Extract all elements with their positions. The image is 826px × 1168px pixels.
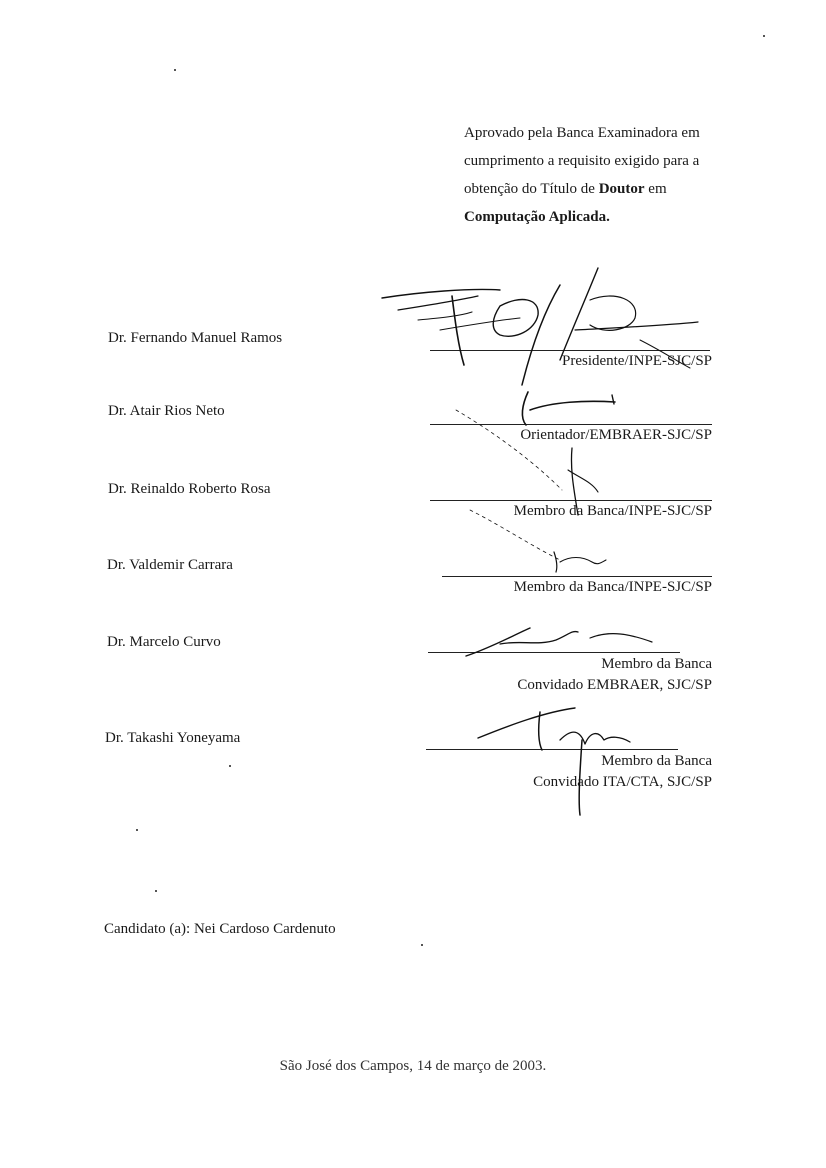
member-role-3-line-1: Membro da Banca/INPE-SJC/SP xyxy=(513,503,712,519)
member-role-2 xyxy=(520,425,712,446)
member-name-3: Dr. Reinaldo Roberto Rosa xyxy=(108,481,271,497)
signature-2 xyxy=(522,392,615,425)
scan-speck xyxy=(763,35,765,37)
member-role-4-line-1: Membro da Banca/INPE-SJC/SP xyxy=(513,579,712,595)
approval-line-2: cumprimento a requisito exigido para a xyxy=(464,153,700,169)
signature-line-5 xyxy=(428,652,680,653)
member-role-1-line-1: Presidente/INPE-SJC/SP xyxy=(561,353,712,369)
approval-line-3-suffix: em xyxy=(644,181,667,197)
approval-line-3 xyxy=(464,175,754,203)
member-role-5-line-2: Convidado EMBRAER, SJC/SP xyxy=(517,677,712,693)
member-role-2-line-1: Orientador/EMBRAER-SJC/SP xyxy=(520,427,712,443)
member-role-3 xyxy=(514,501,712,522)
member-name-1: Dr. Fernando Manuel Ramos xyxy=(108,330,283,346)
member-role-6-line-1: Membro da Banca xyxy=(601,753,712,769)
signature-4 xyxy=(554,552,606,572)
place-date: São José dos Campos, 14 de março de 2003. xyxy=(279,1058,547,1074)
member-role-6 xyxy=(533,751,712,793)
member-name-6: Dr. Takashi Yoneyama xyxy=(105,730,241,746)
degree-title: Doutor xyxy=(598,181,645,197)
scan-speck xyxy=(136,829,138,831)
member-role-4 xyxy=(514,577,712,598)
candidate-name: Candidato (a): Nei Cardoso Cardenuto xyxy=(104,921,336,937)
member-name-4: Dr. Valdemir Carrara xyxy=(107,557,233,573)
member-name-2: Dr. Atair Rios Neto xyxy=(108,403,225,419)
approval-line-3-prefix: obtenção do Título de xyxy=(464,181,599,197)
scan-speck xyxy=(421,944,423,946)
signature-line-6 xyxy=(426,749,678,750)
member-role-1 xyxy=(562,351,712,372)
member-role-5 xyxy=(517,654,712,696)
approval-line-1: Aprovado pela Banca Examinadora em xyxy=(464,125,700,141)
program-name: Computação Aplicada. xyxy=(464,209,610,225)
member-name-5: Dr. Marcelo Curvo xyxy=(107,634,221,650)
member-role-6-line-2: Convidado ITA/CTA, SJC/SP xyxy=(533,774,712,790)
approval-line-4 xyxy=(464,203,754,231)
approval-statement xyxy=(464,119,754,231)
scan-speck xyxy=(155,890,157,892)
scan-speck xyxy=(174,69,176,71)
scan-speck xyxy=(229,765,231,767)
member-role-5-line-1: Membro da Banca xyxy=(601,656,712,672)
